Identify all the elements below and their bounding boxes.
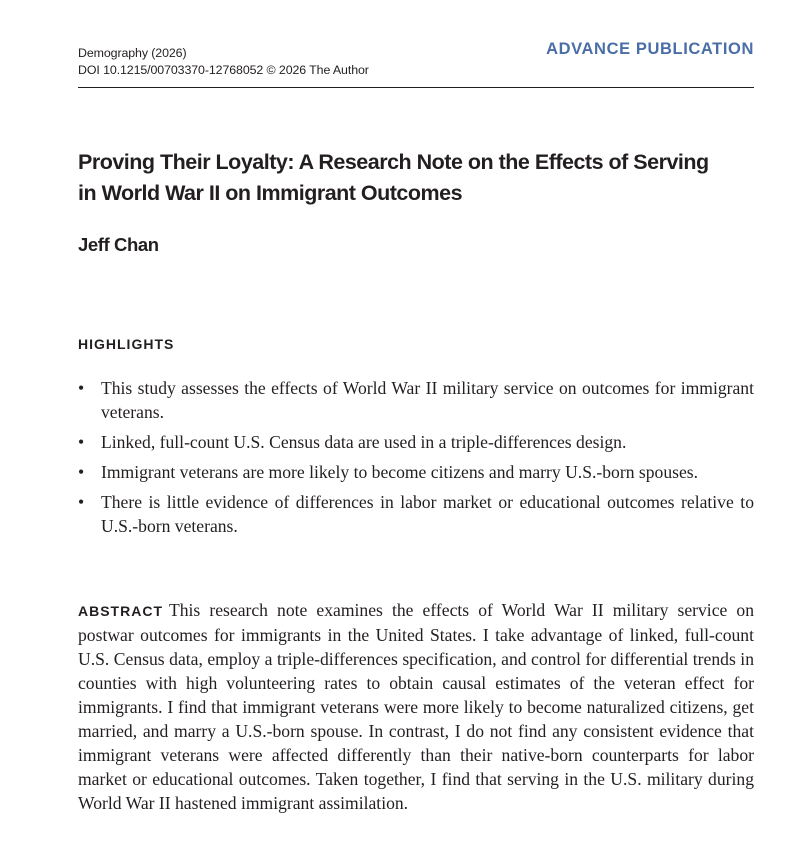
highlight-text: This study assesses the effects of World War II military service on outcomes for immigrant veterans. — [101, 378, 754, 422]
highlight-item — [78, 460, 754, 484]
highlight-text: There is little evidence of differences in labor market or educational outcomes relative to U.S.-born veterans. — [101, 492, 754, 536]
doi-copyright: DOI 10.1215/00703370-12768052 © 2026 The Author — [78, 63, 369, 77]
bullet-icon: • — [78, 432, 85, 452]
bullet-icon: • — [78, 378, 85, 398]
highlight-item — [78, 490, 754, 538]
highlight-text: Immigrant veterans are more likely to become citizens and marry U.S.-born spouses. — [101, 462, 699, 482]
bullet-icon: • — [78, 462, 85, 482]
article-author: Jeff Chan — [78, 234, 159, 255]
bullet-icon: • — [78, 492, 85, 512]
article-title: Proving Their Loyalty: A Research Note on the Effects of Serving in World War II on Immigrant Outcomes — [78, 150, 709, 205]
abstract — [78, 598, 754, 815]
abstract-label: ABSTRACT — [78, 603, 163, 619]
highlight-text: Linked, full-count U.S. Census data are used in a triple-differences design. — [101, 432, 627, 452]
article-page — [78, 0, 754, 813]
journal-name: Demography (2026) — [78, 46, 187, 60]
highlight-item — [78, 430, 754, 454]
highlights-list — [78, 376, 754, 544]
abstract-text: This research note examines the effects of World War II military service on postwar outcomes for immigrants in the United States. I take advantage of linked, full-count U.S. Census data, employ a triple-differences specification, and control for differential trends in counties with high volunteering rates to obtain causal estimates of the veteran effect for immigrants. I find that immigrant veterans were more likely to become naturalized citizens, get married, and marry a U.S.-born spouse. In contrast, I do not find any consistent evidence that immigrant veterans were affected differently than their native-born counterparts for labor market or educational outcomes. Taken together, I find that serving in the U.S. military during World War II hastened immigrant assimilation. — [78, 600, 754, 813]
advance-publication-badge: ADVANCE PUBLICATION — [546, 40, 754, 58]
highlights-heading: HIGHLIGHTS — [78, 336, 175, 352]
highlight-item — [78, 376, 754, 424]
journal-meta — [78, 45, 369, 79]
page-header — [78, 0, 754, 88]
